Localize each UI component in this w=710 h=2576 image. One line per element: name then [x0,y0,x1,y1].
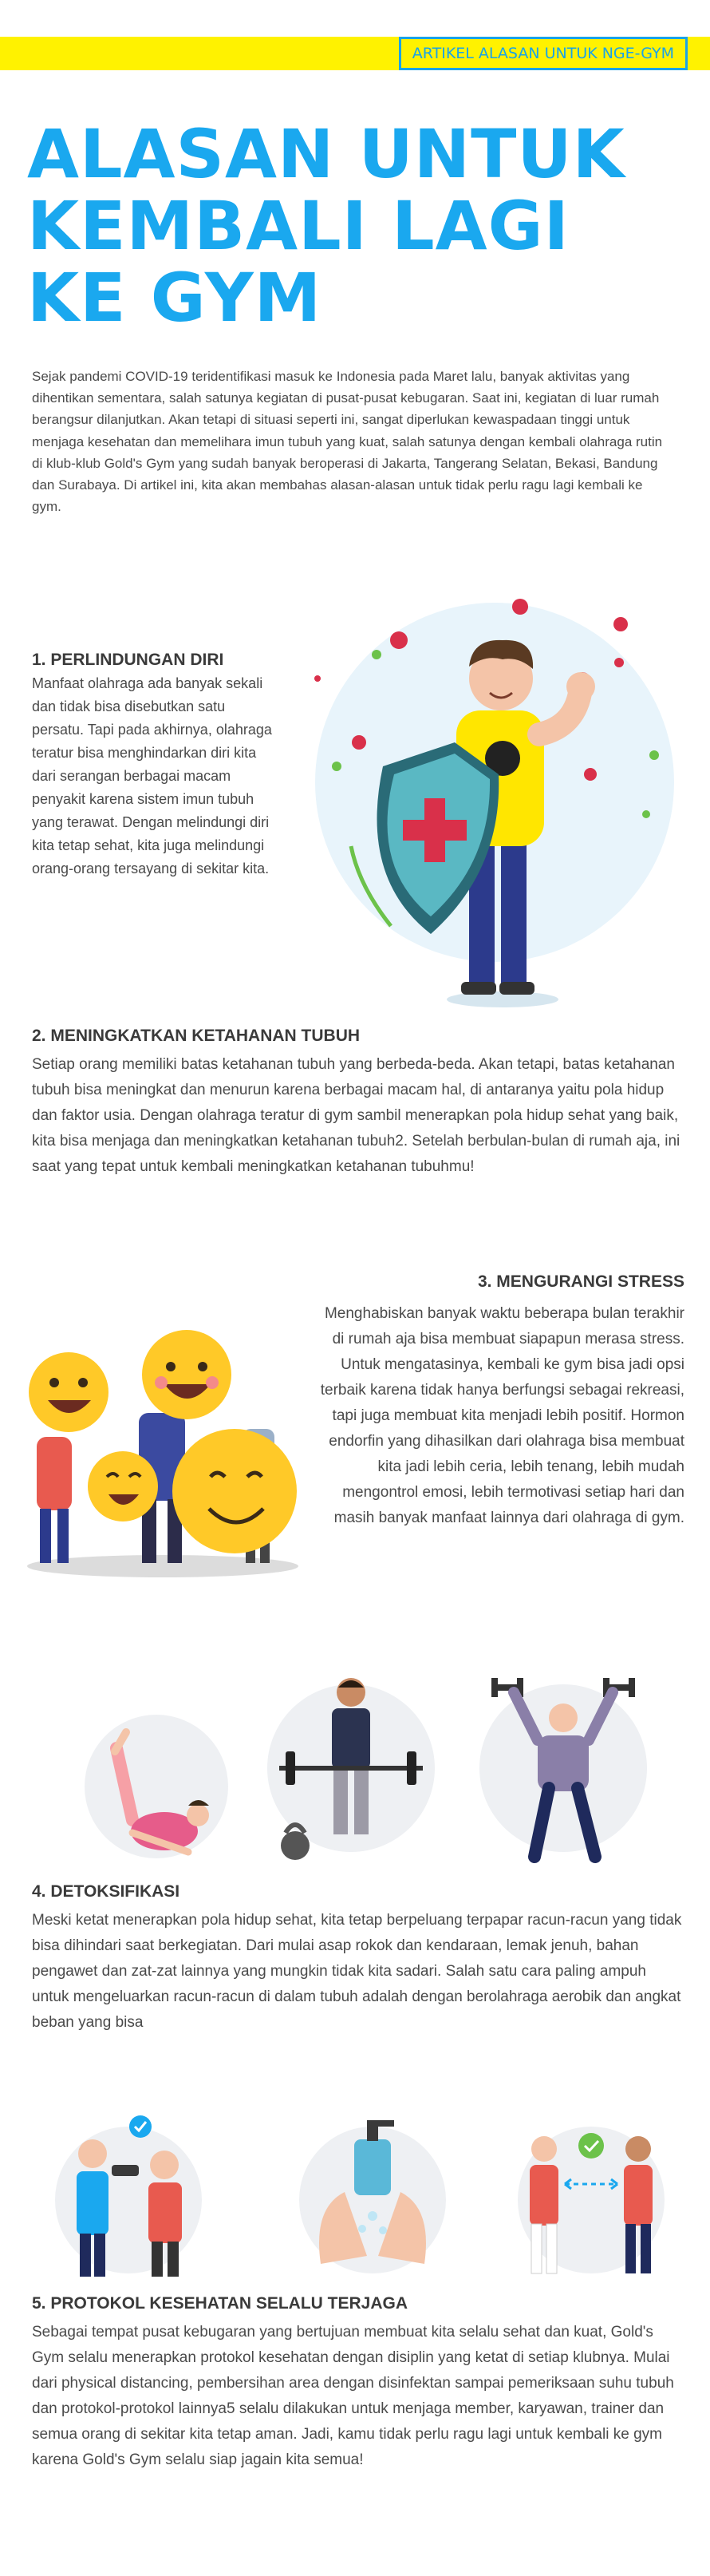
section-heading-4: 4. DETOKSIFIKASI [32,1882,180,1901]
illustration-hand-sanitizer [289,2104,456,2280]
illustration-temperature-check [45,2104,212,2280]
section-heading-1: 1. PERLINDUNGAN DIRI [32,651,224,669]
section-body-1: Manfaat olahraga ada banyak sekali dan tidak bisa disebutkan satu persatu. Tapi pada akhirnya, olahraga teratur bisa menghindarkan diri kita dari serangan berbagai macam penyakit karena sistem imun tubuh yang terawat. Dengan melindungi diri kita tetap sehat, kita juga melindungi orang-orang tersayang di sekitar kita. [32,675,272,876]
page-title [27,115,681,337]
section-heading-2: 2. MENINGKATKAN KETAHANAN TUBUH [32,1027,361,1045]
section-body-3: Menghabiskan banyak waktu beberapa bulan terakhir di rumah aja bisa membuat siapapun merasa stress. Untuk mengatasinya, kembali ke gym bisa jadi opsi terbaik karena tidak hanya berfungsi sebagai rekreasi, tapi juga membuat kita menjadi lebih positif. Hormon endorfin yang dihasilkan dari olahraga bisa membuat kita jadi lebih ceria, lebih tenang, lebih mudah mengontrol emosi, lebih termotivasi setiap hari dan masih banyak manfaat lainnya dari olahraga di gym. [320,1305,684,1526]
title-line: ALASAN UNTUK [27,115,625,193]
section-body-5: Sebagai tempat pusat kebugaran yang bertujuan membuat kita selalu sehat dan kuat, Gold's Gym selalu menerapkan protokol kesehatan dengan disiplin yang ketat di setiap klubnya. Mulai dari physical distancing, pembersihan area dengan disinfektan sampai pemeriksaan suhu tubuh dan protokol-protokol lainnya5 selalu dilakukan untuk menjaga member, karyawan, trainer dan semua orang di sekitar kita tetap aman. Jadi, kamu tidak perlu ragu lagi untuk kembali ke gym karena Gold's Gym selalu siap jagain kita semua! [32,2324,674,2468]
section-heading-5: 5. PROTOKOL KESEHATAN SELALU TERJAGA [32,2294,408,2313]
illustration-hero-shield [263,583,694,1014]
illustration-dumbbell-woman [475,1668,651,1868]
illustration-aerobic-woman [69,1684,228,1868]
illustration-happy-people [19,1309,306,1581]
illustration-barbell-man [263,1668,439,1868]
section-body-2: Setiap orang memiliki batas ketahanan tubuh yang berbeda-beda. Akan tetapi, batas ketahanan tubuh bisa meningkat dan menurun karena berbagai macam hal, di antaranya yaitu pola hidup dan faktor usia. Dengan olahraga teratur di gym sambil menerapkan pola hidup sehat yang baik, kita bisa menjaga dan meningkatkan ketahanan tubuh2. Setelah berbulan-bulan di rumah aja, ini saat yang tepat untuk kembali meningkatkan ketahanan tubuhmu! [32,1056,680,1175]
check-icon [129,2115,152,2138]
section-heading-3: 3. MENGURANGI STRESS [477,1272,684,1291]
emoji-smile-icon [142,1330,231,1419]
article-tag: ARTIKEL ALASAN UNTUK NGE-GYM [399,37,688,70]
emoji-smile-icon [29,1352,108,1432]
section-body-4: Meski ketat menerapkan pola hidup sehat, kita tetap berpeluang terpapar racun-racun yang tidak bisa dihindari saat berkegiatan. Dari mulai asap rokok dan kendaraan, lemak jenuh, bahan pengawet dan zat-zat lainnya yang mungkin tidak kita sadari. Salah satu cara paling ampuh untuk mengeluarkan racun-racun di dalam tubuh adalah dengan berolahraga aerobik dan angkat beban yang bisa [32,1912,682,2031]
check-icon [578,2133,604,2159]
illustration-physical-distancing [507,2104,675,2280]
title-line: KEMBALI LAGI [27,187,570,265]
title-line: KE GYM [27,259,322,337]
intro-paragraph: Sejak pandemi COVID-19 teridentifikasi masuk ke Indonesia pada Maret lalu, banyak aktivitas yang dihentikan sementara, salah satunya kegiatan di pusat-pusat kebugaran. Saat ini, kegiatan di luar rumah berangsur dilanjutkan. Akan tetapi di situasi seperti ini, sangat diperlukan kewaspadaan tinggi untuk menjaga kesehatan dan memelihara imun tubuh yang kuat, salah satunya dengan kembali olahraga rutin di klub-klub Gold's Gym yang sudah banyak beroperasi di Jakarta, Tangerang Selatan, Bekasi, Bandung dan Surabaya. Di artikel ini, kita akan membahas alasan-alasan untuk tidak perlu ragu lagi kembali ke gym. [32,369,663,515]
emoji-smile-icon [88,1451,158,1521]
emoji-smile-icon [172,1429,297,1553]
